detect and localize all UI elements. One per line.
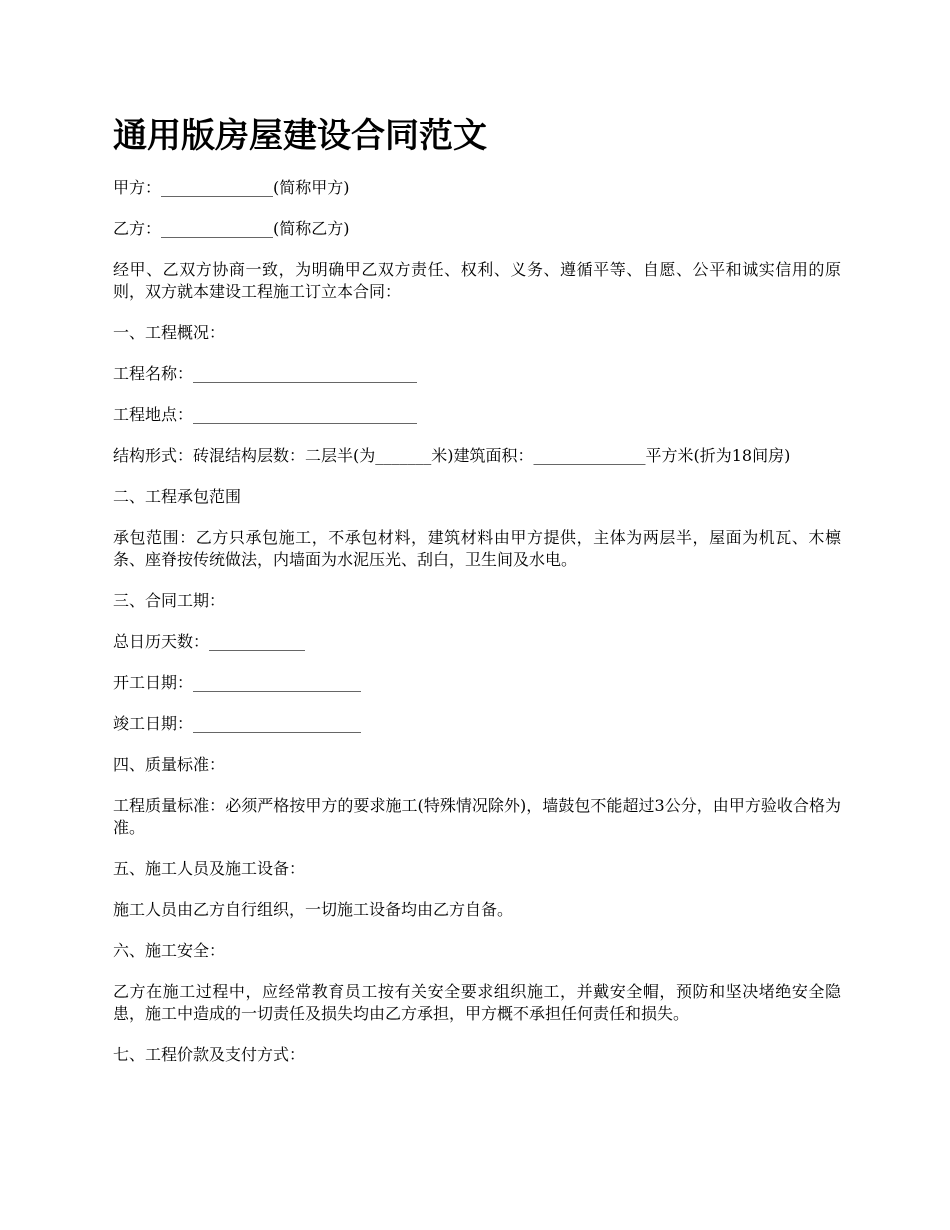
section-heading-3: 三、合同工期：: [113, 591, 226, 610]
section-heading-6: 六、施工安全：: [113, 941, 226, 960]
structure-paragraph: 结构形式：砖混结构层数：二层半(为_______米)建筑面积：______________平方米(折为18间房): [113, 446, 791, 465]
section-heading-7: 七、工程价款及支付方式：: [113, 1045, 306, 1064]
document-title: 通用版房屋建设合同范文: [113, 116, 487, 156]
party-b-line: 乙方：______________(简称乙方): [113, 219, 350, 238]
project-name-line: 工程名称：____________________________: [113, 364, 418, 383]
quality-paragraph: 工程质量标准：必须严格按甲方的要求施工(特殊情况除外)，墙鼓包不能超过3公分，由甲方验收合格为准。: [113, 796, 841, 837]
section-heading-2: 二、工程承包范围: [113, 487, 242, 506]
scope-paragraph: 承包范围：乙方只承包施工，不承包材料，建筑材料由甲方提供，主体为两层半，屋面为机瓦、木檩条、座脊按传统做法，内墙面为水泥压光、刮白，卫生间及水电。: [113, 528, 841, 569]
section-heading-1: 一、工程概况：: [113, 323, 226, 342]
project-location-line: 工程地点：____________________________: [113, 405, 418, 424]
document-body: [113, 110, 841, 1085]
start-date-line: 开工日期：_____________________: [113, 673, 362, 692]
preamble-paragraph: 经甲、乙双方协商一致，为明确甲乙双方责任、权利、义务、遵循平等、自愿、公平和诚实信用的原则，双方就本建设工程施工订立本合同：: [113, 260, 841, 301]
total-days-line: 总日历天数：____________: [113, 632, 306, 651]
section-heading-4: 四、质量标准：: [113, 755, 226, 774]
completion-date-line: 竣工日期：_____________________: [113, 714, 362, 733]
personnel-paragraph: 施工人员由乙方自行组织，一切施工设备均由乙方自备。: [113, 900, 514, 919]
safety-paragraph: 乙方在施工过程中，应经常教育员工按有关安全要求组织施工，并戴安全帽，预防和坚决堵绝安全隐患，施工中造成的一切责任及损失均由乙方承担，甲方概不承担任何责任和损失。: [113, 982, 841, 1023]
section-heading-5: 五、施工人员及施工设备：: [113, 859, 306, 878]
party-a-line: 甲方：______________(简称甲方): [113, 178, 350, 197]
